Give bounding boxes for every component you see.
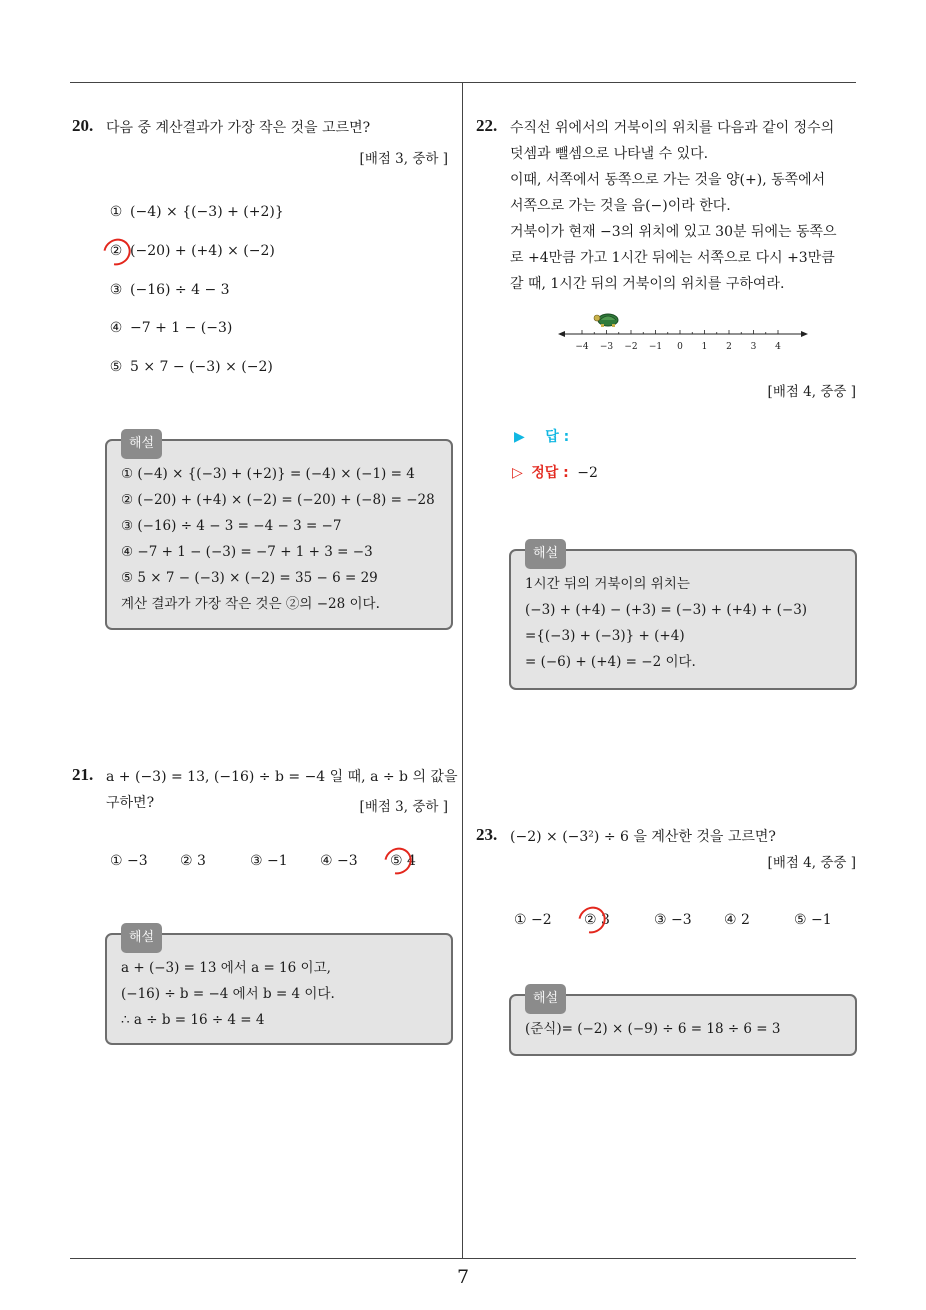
explanation-line: ∴ a ÷ b = 16 ÷ 4 = 4 [121,1012,265,1028]
question-text: 서쪽으로 가는 것을 음(−)이라 한다. [510,198,731,214]
choice-5[interactable]: ⑤ −1 [794,912,832,928]
correct-label: 정답 : [531,465,569,481]
selected-answer-mark [379,842,417,879]
explanation-box [105,930,453,1045]
question-number: 21. [72,765,94,784]
outline-arrow-icon: ▷ [512,465,523,481]
question-text: 수직선 위에서의 거북이의 위치를 다음과 같이 정수의 [510,120,835,136]
question-text: 다음 중 계산결과가 가장 작은 것을 고르면? [106,120,371,136]
explanation-line: ⑤ 5 × 7 − (−3) × (−2) = 35 − 6 = 29 [121,570,378,586]
turtle-icon [594,314,618,327]
explanation-box [105,436,453,630]
explanation-box [509,991,857,1056]
explanation-line: ④ −7 + 1 − (−3) = −7 + 1 + 3 = −3 [121,544,373,560]
choice-3[interactable]: ③ (−16) ÷ 4 − 3 [109,282,230,298]
question-text: 로 +4만큼 가고 1시간 뒤에는 서쪽으로 다시 +3만큼 [510,250,835,266]
choice-1[interactable]: ① −3 [110,853,148,869]
top-rule [70,82,856,83]
number-line-label: −2 [624,342,638,352]
choice-3[interactable]: ③ −3 [654,912,692,928]
explanation-tag: 해설 [121,429,162,459]
number-line-label: 1 [701,342,708,352]
explanation-line: (준식)= (−2) × (−9) ÷ 6 = 18 ÷ 6 = 3 [525,1021,781,1037]
explanation-box [509,546,857,690]
explanation-line: ③ (−16) ÷ 4 − 3 = −4 − 3 = −7 [121,518,342,534]
correct-value: −2 [577,465,598,481]
explanation-tag: 해설 [525,984,566,1014]
choice-3[interactable]: ③ −1 [250,853,288,869]
choice-1[interactable]: ① (−4) × {(−3) + (+2)} [109,204,284,220]
question-number: 23. [476,825,498,844]
explanation-tag: 해설 [525,539,566,569]
question-text: 갈 때, 1시간 뒤의 거북이의 위치를 구하여라. [510,276,785,292]
question-number: 20. [72,116,94,135]
explanation-line: ={(−3) + (−3)} + (+4) [525,628,685,644]
question-text: 구하면? [106,795,155,811]
arrow-right-icon [801,331,808,337]
number-line-label: 0 [677,342,683,352]
column-divider [462,83,463,1259]
answer-label: 답 : [545,429,570,445]
explanation-line: 계산 결과가 가장 작은 것은 ②의 −28 이다. [121,596,380,612]
choice-4[interactable]: ④ 2 [724,912,750,928]
choice-2[interactable]: ② (−20) + (+4) × (−2) [109,243,275,259]
explanation-line: ① (−4) × {(−3) + (+2)} = (−4) × (−1) = 4 [121,466,415,482]
points-label: [배점 4, 중중 ] [767,855,856,871]
explanation-line: (−16) ÷ b = −4 에서 b = 4 이다. [121,986,335,1002]
question-text: (−2) × (−3²) ÷ 6 을 계산한 것을 고르면? [510,829,776,845]
number-line-label: −1 [648,342,663,352]
explanation-tag: 해설 [121,923,162,953]
number-line-label: 2 [726,342,732,352]
choice-2[interactable]: ② 3 [584,912,610,928]
choice-1[interactable]: ① −2 [514,912,552,928]
choice-4[interactable]: ④ −7 + 1 − (−3) [109,320,233,336]
arrow-left-icon [558,331,565,337]
play-arrow-icon: ▶ [514,429,525,445]
points-label: [배점 3, 중하 ] [359,799,448,815]
correct-answer-row [512,462,598,482]
question-text: 거북이가 현재 −3의 위치에 있고 30분 뒤에는 동쪽으 [510,224,837,240]
selected-answer-mark [573,901,611,938]
bottom-rule [70,1258,856,1259]
number-line-ticks [582,330,778,334]
explanation-line: (−3) + (+4) − (+3) = (−3) + (+4) + (−3) [525,602,808,618]
question-number: 22. [476,116,498,135]
answer-row [514,426,569,446]
explanation-line: a + (−3) = 13 에서 a = 16 이고, [121,960,331,976]
number-line-figure [556,306,810,356]
selected-answer-mark [98,233,136,270]
number-line-label: −4 [575,342,589,352]
question-text: a + (−3) = 13, (−16) ÷ b = −4 일 때, a ÷ b 의 값을 [106,769,458,785]
question-text: 이때, 서쪽에서 동쪽으로 가는 것을 양(+), 동쪽에서 [510,172,826,188]
points-label: [배점 3, 중하 ] [359,151,448,167]
explanation-line: = (−6) + (+4) = −2 이다. [525,654,696,670]
choice-4[interactable]: ④ −3 [320,853,358,869]
choice-5[interactable]: ⑤ 5 × 7 − (−3) × (−2) [109,359,273,375]
explanation-line: 1시간 뒤의 거북이의 위치는 [525,576,690,592]
points-label: [배점 4, 중중 ] [767,384,856,400]
choice-5[interactable]: ⑤ 4 [390,853,416,869]
number-line-label: 3 [750,342,757,352]
page-number: 7 [456,1266,470,1288]
question-text: 덧셈과 뺄셈으로 나타낼 수 있다. [510,146,709,162]
number-line-label: −3 [599,342,614,352]
choice-2[interactable]: ② 3 [180,853,206,869]
explanation-line: ② (−20) + (+4) × (−2) = (−20) + (−8) = −28 [121,492,435,508]
number-line-label: 4 [775,342,781,352]
